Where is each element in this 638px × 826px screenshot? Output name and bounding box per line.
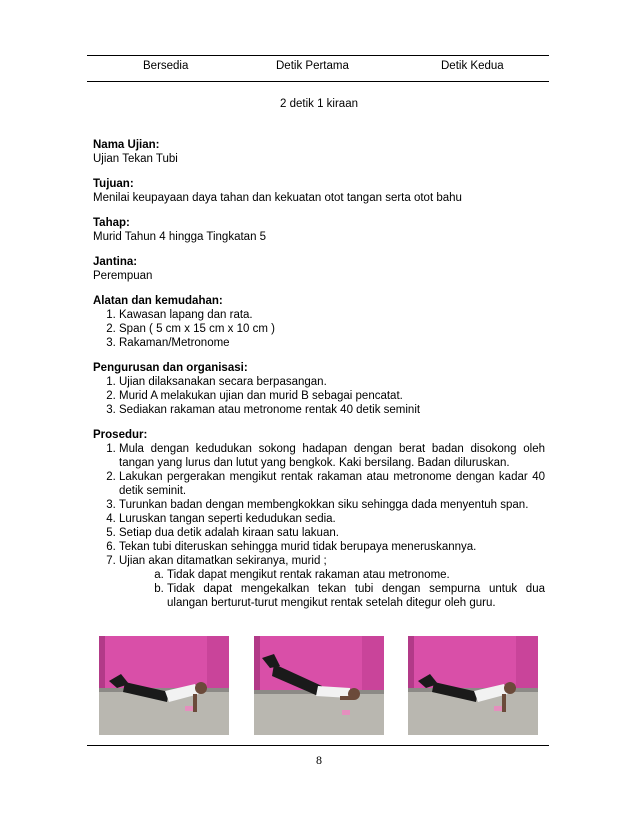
section-text: Ujian Tekan Tubi [93, 153, 178, 165]
section-title: Nama Ujian: [93, 139, 160, 151]
push-up-up-photo [408, 636, 538, 735]
termination-sublist [119, 568, 545, 610]
header-col-detik-pertama: Detik Pertama [276, 60, 349, 72]
list-item: 2. Murid A melakukan ujian dan murid B sebagai pencatat. [119, 389, 545, 403]
section-tujuan [93, 177, 545, 205]
list-item: 3. Rakaman/Metronome [119, 336, 545, 350]
list-item: 1. Kawasan lapang dan rata. [119, 308, 545, 322]
test-description [93, 138, 545, 621]
equipment-list [93, 308, 545, 350]
section-text: Murid Tahun 4 hingga Tingkatan 5 [93, 231, 267, 243]
photo-strip [0, 636, 638, 736]
section-title: Jantina: [93, 256, 138, 268]
section-alatan [93, 294, 545, 350]
list-item: 3. Turunkan badan dengan membengkokkan siku sehingga dada menyentuh span. [119, 498, 545, 512]
section-text: Menilai keupayaan daya tahan dan kekuatan otot tangan serta otot bahu [93, 192, 462, 204]
procedure-list [93, 442, 545, 610]
list-item: 5. Setiap dua detik adalah kiraan satu lakuan. [119, 526, 545, 540]
section-tahap [93, 216, 545, 244]
list-item: 2. Lakukan pergerakan mengikut rentak rakaman atau metronome dengan kadar 40 detik seminit. [119, 470, 545, 498]
list-item: 2. Span ( 5 cm x 15 cm x 10 cm ) [119, 322, 545, 336]
header-top-rule [87, 55, 549, 56]
push-up-ready-photo [99, 636, 229, 735]
section-title: Prosedur: [93, 429, 148, 441]
list-item: 1. Ujian dilaksanakan secara berpasangan. [119, 375, 545, 389]
organisation-list [93, 375, 545, 417]
sublist-item: b. Tidak dapat mengekalkan tekan tubi dengan sempurna untuk dua ulangan berturut-turut mengikut rentak setelah ditegur oleh guru. [167, 582, 545, 610]
section-nama [93, 138, 545, 166]
list-item: 3. Sediakan rakaman atau metronome rentak 40 detik seminit [119, 403, 545, 417]
section-jantina [93, 255, 545, 283]
section-title: Alatan dan kemudahan: [93, 295, 223, 307]
section-title: Tujuan: [93, 178, 134, 190]
list-item: 6. Tekan tubi diteruskan sehingga murid tidak berupaya meneruskannya. [119, 540, 545, 554]
footer-rule [87, 745, 549, 746]
sublist-item: a. Tidak dapat mengikut rentak rakaman atau metronome. [167, 568, 545, 582]
section-pengurusan [93, 361, 545, 417]
section-title: Pengurusan dan organisasi: [93, 362, 248, 374]
list-item: 4. Luruskan tangan seperti kedudukan sedia. [119, 512, 545, 526]
section-text: Perempuan [93, 270, 153, 282]
push-up-down-photo [254, 636, 384, 735]
section-title: Tahap: [93, 217, 130, 229]
header-bottom-rule [87, 81, 549, 82]
header-col-detik-kedua: Detik Kedua [441, 60, 504, 72]
list-item: 1. Mula dengan kedudukan sokong hadapan dengan berat badan disokong oleh tangan yang lurus dan lutut yang bengkok. Kaki bersilang. Badan diluruskan. [119, 442, 545, 470]
list-item [119, 554, 545, 610]
header-col-bersedia: Bersedia [143, 60, 189, 72]
list-item-text: Ujian akan ditamatkan sekiranya, murid ; [119, 555, 327, 567]
section-prosedur [93, 428, 545, 610]
page-number: 8 [316, 753, 322, 767]
count-subtitle: 2 detik 1 kiraan [280, 98, 358, 110]
